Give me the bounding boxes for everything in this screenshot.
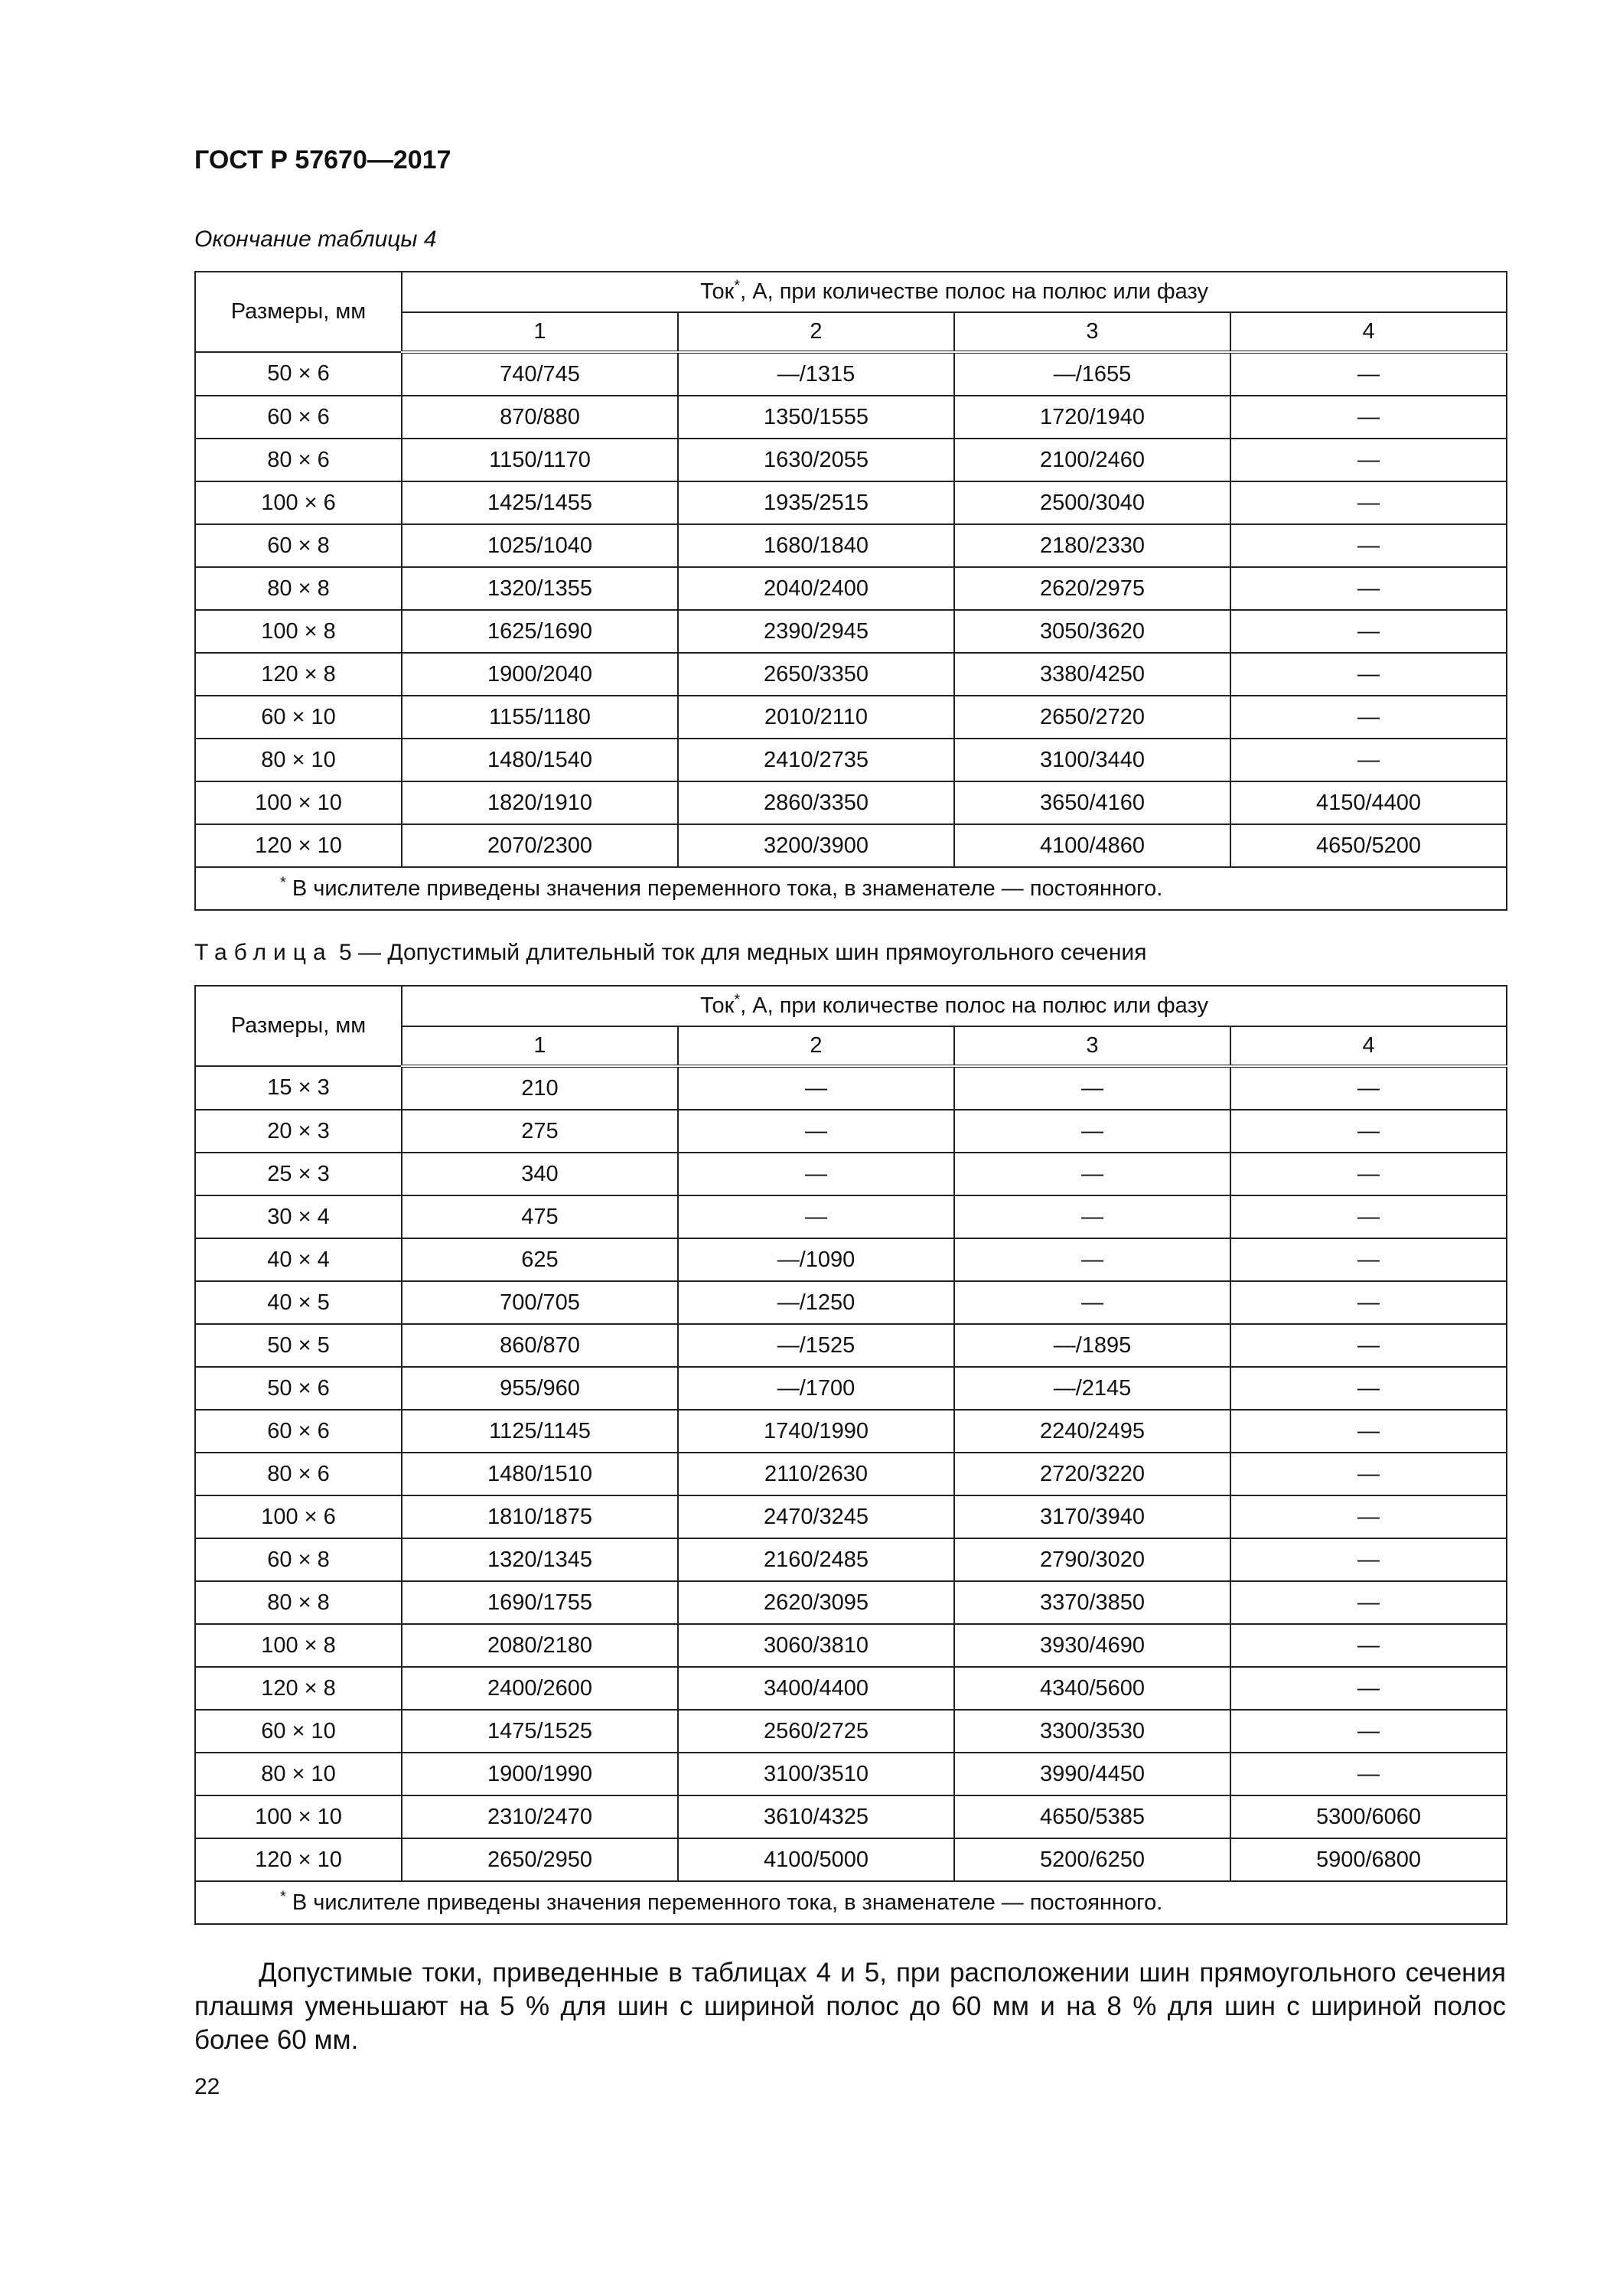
- table-row: [195, 1581, 1507, 1624]
- table4-size-header: Размеры, мм: [195, 272, 402, 352]
- size-cell: 80 × 6: [195, 439, 402, 481]
- table4-group-header: Ток*, А, при количестве полос на полюс или фазу: [402, 272, 1507, 312]
- size-cell: 50 × 6: [195, 352, 402, 396]
- size-cell: 80 × 8: [195, 1581, 402, 1624]
- current-value-cell: 210: [402, 1066, 678, 1110]
- current-value-cell: 1720/1940: [954, 396, 1230, 439]
- current-value-cell: —: [1230, 1153, 1507, 1195]
- table5-caption-text: 5 — Допустимый длительный ток для медных шин прямоугольного сечения: [332, 940, 1147, 965]
- current-value-cell: —: [1230, 1367, 1507, 1410]
- current-value-cell: 340: [402, 1153, 678, 1195]
- current-value-cell: 3060/3810: [678, 1624, 954, 1667]
- table-row: [195, 1667, 1507, 1710]
- size-cell: 100 × 8: [195, 610, 402, 653]
- current-value-cell: —/1655: [954, 352, 1230, 396]
- current-value-cell: 1480/1540: [402, 739, 678, 781]
- table5-body: [195, 1066, 1507, 1881]
- current-value-cell: —: [1230, 1238, 1507, 1281]
- size-cell: 60 × 6: [195, 396, 402, 439]
- size-cell: 80 × 10: [195, 739, 402, 781]
- table5-col-number: 3: [954, 1026, 1230, 1066]
- table-row: [195, 439, 1507, 481]
- current-value-cell: 1320/1345: [402, 1538, 678, 1581]
- current-value-cell: 5300/6060: [1230, 1795, 1507, 1838]
- size-cell: 60 × 10: [195, 1710, 402, 1753]
- current-value-cell: 3300/3530: [954, 1710, 1230, 1753]
- table-row: [195, 352, 1507, 396]
- table-row: [195, 1066, 1507, 1110]
- size-cell: 120 × 8: [195, 653, 402, 696]
- current-value-cell: 2470/3245: [678, 1495, 954, 1538]
- current-value-cell: —: [1230, 524, 1507, 567]
- table5-col-number: 2: [678, 1026, 954, 1066]
- current-value-cell: 5200/6250: [954, 1838, 1230, 1881]
- current-value-cell: 4100/4860: [954, 824, 1230, 867]
- current-value-cell: 4100/5000: [678, 1838, 954, 1881]
- table-row: [195, 1410, 1507, 1453]
- current-value-cell: 1690/1755: [402, 1581, 678, 1624]
- current-value-cell: 2390/2945: [678, 610, 954, 653]
- current-value-cell: —: [1230, 567, 1507, 610]
- table-row: [195, 653, 1507, 696]
- current-value-cell: —: [954, 1066, 1230, 1110]
- size-cell: 50 × 5: [195, 1324, 402, 1367]
- current-value-cell: —: [1230, 1624, 1507, 1667]
- current-value-cell: 2650/2720: [954, 696, 1230, 739]
- current-value-cell: 1125/1145: [402, 1410, 678, 1453]
- current-value-cell: 1900/2040: [402, 653, 678, 696]
- reduction-note-paragraph: Допустимые токи, приведенные в таблицах 4 и 5, при расположении шин прямоугольного сечения плашмя уменьшают на 5 % для шин с шириной полос до 60 мм и на 8 % для шин с шириной полос более 60 мм.: [194, 1958, 1506, 2055]
- current-value-cell: 1480/1510: [402, 1453, 678, 1495]
- current-value-cell: 1810/1875: [402, 1495, 678, 1538]
- current-value-cell: 2310/2470: [402, 1795, 678, 1838]
- current-value-cell: 700/705: [402, 1281, 678, 1324]
- current-value-cell: 1350/1555: [678, 396, 954, 439]
- current-value-cell: —: [1230, 739, 1507, 781]
- table-row: [195, 1710, 1507, 1753]
- table-row: [195, 696, 1507, 739]
- size-cell: 20 × 3: [195, 1110, 402, 1153]
- table-row: [195, 610, 1507, 653]
- current-value-cell: 1820/1910: [402, 781, 678, 824]
- current-value-cell: 2620/2975: [954, 567, 1230, 610]
- current-value-cell: —: [678, 1153, 954, 1195]
- current-value-cell: —: [1230, 1453, 1507, 1495]
- current-value-cell: 2040/2400: [678, 567, 954, 610]
- table-row: [195, 396, 1507, 439]
- current-value-cell: 1630/2055: [678, 439, 954, 481]
- current-value-cell: —: [954, 1238, 1230, 1281]
- current-value-cell: —: [954, 1110, 1230, 1153]
- current-value-cell: 1025/1040: [402, 524, 678, 567]
- size-cell: 60 × 8: [195, 524, 402, 567]
- table-row: [195, 1324, 1507, 1367]
- current-value-cell: 3990/4450: [954, 1753, 1230, 1795]
- current-value-cell: —: [954, 1153, 1230, 1195]
- current-value-cell: —: [1230, 1753, 1507, 1795]
- current-value-cell: —: [954, 1281, 1230, 1324]
- table-row: [195, 1538, 1507, 1581]
- current-value-cell: —/1895: [954, 1324, 1230, 1367]
- page-number: 22: [194, 2074, 220, 2099]
- current-value-cell: 2410/2735: [678, 739, 954, 781]
- table-row: [195, 781, 1507, 824]
- table-row: [195, 1495, 1507, 1538]
- current-value-cell: 860/870: [402, 1324, 678, 1367]
- table4-col-number: 2: [678, 312, 954, 352]
- table4-col-number: 1: [402, 312, 678, 352]
- current-value-cell: —: [1230, 1710, 1507, 1753]
- size-cell: 80 × 6: [195, 1453, 402, 1495]
- current-value-cell: 4150/4400: [1230, 781, 1507, 824]
- current-value-cell: —: [1230, 396, 1507, 439]
- current-value-cell: —: [1230, 1538, 1507, 1581]
- current-value-cell: 3200/3900: [678, 824, 954, 867]
- current-value-cell: 1320/1355: [402, 567, 678, 610]
- current-value-cell: —/1525: [678, 1324, 954, 1367]
- current-value-cell: 1935/2515: [678, 481, 954, 524]
- current-value-cell: 1900/1990: [402, 1753, 678, 1795]
- size-cell: 120 × 10: [195, 824, 402, 867]
- current-value-cell: —: [1230, 439, 1507, 481]
- table-row: [195, 1624, 1507, 1667]
- current-value-cell: —/1315: [678, 352, 954, 396]
- current-value-cell: 3370/3850: [954, 1581, 1230, 1624]
- size-cell: 120 × 10: [195, 1838, 402, 1881]
- current-value-cell: 275: [402, 1110, 678, 1153]
- current-value-cell: 1625/1690: [402, 610, 678, 653]
- table-row: [195, 739, 1507, 781]
- current-value-cell: 2070/2300: [402, 824, 678, 867]
- current-value-cell: —: [1230, 481, 1507, 524]
- current-value-cell: 2110/2630: [678, 1453, 954, 1495]
- current-value-cell: 2620/3095: [678, 1581, 954, 1624]
- table-row: [195, 1367, 1507, 1410]
- current-value-cell: —/1700: [678, 1367, 954, 1410]
- current-value-cell: —: [678, 1066, 954, 1110]
- document-code-header: ГОСТ Р 57670—2017: [194, 145, 451, 174]
- current-value-cell: 3100/3510: [678, 1753, 954, 1795]
- size-cell: 80 × 10: [195, 1753, 402, 1795]
- current-value-cell: 1425/1455: [402, 481, 678, 524]
- current-value-cell: 2180/2330: [954, 524, 1230, 567]
- size-cell: 40 × 4: [195, 1238, 402, 1281]
- table5-col-number: 1: [402, 1026, 678, 1066]
- current-value-cell: 2790/3020: [954, 1538, 1230, 1581]
- table-row: [195, 1753, 1507, 1795]
- current-value-cell: 2100/2460: [954, 439, 1230, 481]
- current-value-cell: 870/880: [402, 396, 678, 439]
- table-row: [195, 1281, 1507, 1324]
- current-value-cell: —/1090: [678, 1238, 954, 1281]
- table4-col-number: 3: [954, 312, 1230, 352]
- current-value-cell: 5900/6800: [1230, 1838, 1507, 1881]
- current-value-cell: 3610/4325: [678, 1795, 954, 1838]
- current-value-cell: 1155/1180: [402, 696, 678, 739]
- size-cell: 80 × 8: [195, 567, 402, 610]
- size-cell: 100 × 6: [195, 1495, 402, 1538]
- current-value-cell: 4650/5200: [1230, 824, 1507, 867]
- current-value-cell: 1680/1840: [678, 524, 954, 567]
- table4-body: [195, 352, 1507, 867]
- table4-footnote: * В числителе приведены значения переменного тока, в знаменателе — постоянного.: [195, 867, 1507, 910]
- current-value-cell: 955/960: [402, 1367, 678, 1410]
- current-value-cell: —: [1230, 1667, 1507, 1710]
- table-row: [195, 1110, 1507, 1153]
- current-value-cell: 4650/5385: [954, 1795, 1230, 1838]
- current-value-cell: 2560/2725: [678, 1710, 954, 1753]
- table-row: [195, 1795, 1507, 1838]
- current-value-cell: —: [1230, 653, 1507, 696]
- size-cell: 100 × 8: [195, 1624, 402, 1667]
- current-value-cell: 2720/3220: [954, 1453, 1230, 1495]
- current-value-cell: 3650/4160: [954, 781, 1230, 824]
- current-value-cell: 2650/2950: [402, 1838, 678, 1881]
- current-value-cell: —: [1230, 1281, 1507, 1324]
- table5-size-header: Размеры, мм: [195, 986, 402, 1066]
- size-cell: 100 × 10: [195, 781, 402, 824]
- table4-col-number: 4: [1230, 312, 1507, 352]
- current-value-cell: 2500/3040: [954, 481, 1230, 524]
- size-cell: 50 × 6: [195, 1367, 402, 1410]
- current-value-cell: —: [1230, 1495, 1507, 1538]
- table5-caption: [194, 940, 1146, 966]
- table5-col-number: 4: [1230, 1026, 1507, 1066]
- table5-footnote: * В числителе приведены значения переменного тока, в знаменателе — постоянного.: [195, 1881, 1507, 1924]
- current-value-cell: —: [1230, 1066, 1507, 1110]
- table5-group-header: Ток*, А, при количестве полос на полюс или фазу: [402, 986, 1507, 1026]
- current-value-cell: 2650/3350: [678, 653, 954, 696]
- current-value-cell: 3100/3440: [954, 739, 1230, 781]
- current-value-cell: 1150/1170: [402, 439, 678, 481]
- size-cell: 60 × 6: [195, 1410, 402, 1453]
- current-value-cell: 475: [402, 1195, 678, 1238]
- size-cell: 120 × 8: [195, 1667, 402, 1710]
- current-value-cell: 740/745: [402, 352, 678, 396]
- current-value-cell: 3170/3940: [954, 1495, 1230, 1538]
- size-cell: 25 × 3: [195, 1153, 402, 1195]
- current-value-cell: —: [1230, 610, 1507, 653]
- current-value-cell: —: [1230, 1410, 1507, 1453]
- current-value-cell: 3380/4250: [954, 653, 1230, 696]
- table-row: [195, 1153, 1507, 1195]
- current-value-cell: 1740/1990: [678, 1410, 954, 1453]
- table5-caption-label: Таблица: [194, 940, 333, 965]
- current-value-cell: 1475/1525: [402, 1710, 678, 1753]
- current-value-cell: 625: [402, 1238, 678, 1281]
- current-value-cell: —: [1230, 1581, 1507, 1624]
- current-value-cell: —: [1230, 696, 1507, 739]
- current-value-cell: 2010/2110: [678, 696, 954, 739]
- table4-current-ratings: [194, 271, 1507, 911]
- size-cell: 100 × 6: [195, 481, 402, 524]
- current-value-cell: —: [678, 1110, 954, 1153]
- table5-copper-bus-current: [194, 985, 1507, 1925]
- current-value-cell: —: [1230, 1195, 1507, 1238]
- current-value-cell: 2400/2600: [402, 1667, 678, 1710]
- current-value-cell: 3050/3620: [954, 610, 1230, 653]
- current-value-cell: 2240/2495: [954, 1410, 1230, 1453]
- current-value-cell: 2080/2180: [402, 1624, 678, 1667]
- table-row: [195, 1838, 1507, 1881]
- current-value-cell: —: [1230, 352, 1507, 396]
- current-value-cell: —: [678, 1195, 954, 1238]
- current-value-cell: 2160/2485: [678, 1538, 954, 1581]
- table-row: [195, 524, 1507, 567]
- size-cell: 15 × 3: [195, 1066, 402, 1110]
- table-row: [195, 1238, 1507, 1281]
- current-value-cell: 3930/4690: [954, 1624, 1230, 1667]
- table-row: [195, 824, 1507, 867]
- current-value-cell: —/1250: [678, 1281, 954, 1324]
- table-row: [195, 1195, 1507, 1238]
- current-value-cell: —: [954, 1195, 1230, 1238]
- table-row: [195, 481, 1507, 524]
- current-value-cell: 2860/3350: [678, 781, 954, 824]
- size-cell: 60 × 10: [195, 696, 402, 739]
- table-row: [195, 1453, 1507, 1495]
- current-value-cell: 3400/4400: [678, 1667, 954, 1710]
- size-cell: 40 × 5: [195, 1281, 402, 1324]
- current-value-cell: 4340/5600: [954, 1667, 1230, 1710]
- current-value-cell: —: [1230, 1324, 1507, 1367]
- table4-continuation-caption: Окончание таблицы 4: [194, 227, 437, 252]
- size-cell: 100 × 10: [195, 1795, 402, 1838]
- current-value-cell: —: [1230, 1110, 1507, 1153]
- current-value-cell: —/2145: [954, 1367, 1230, 1410]
- size-cell: 60 × 8: [195, 1538, 402, 1581]
- table-row: [195, 567, 1507, 610]
- size-cell: 30 × 4: [195, 1195, 402, 1238]
